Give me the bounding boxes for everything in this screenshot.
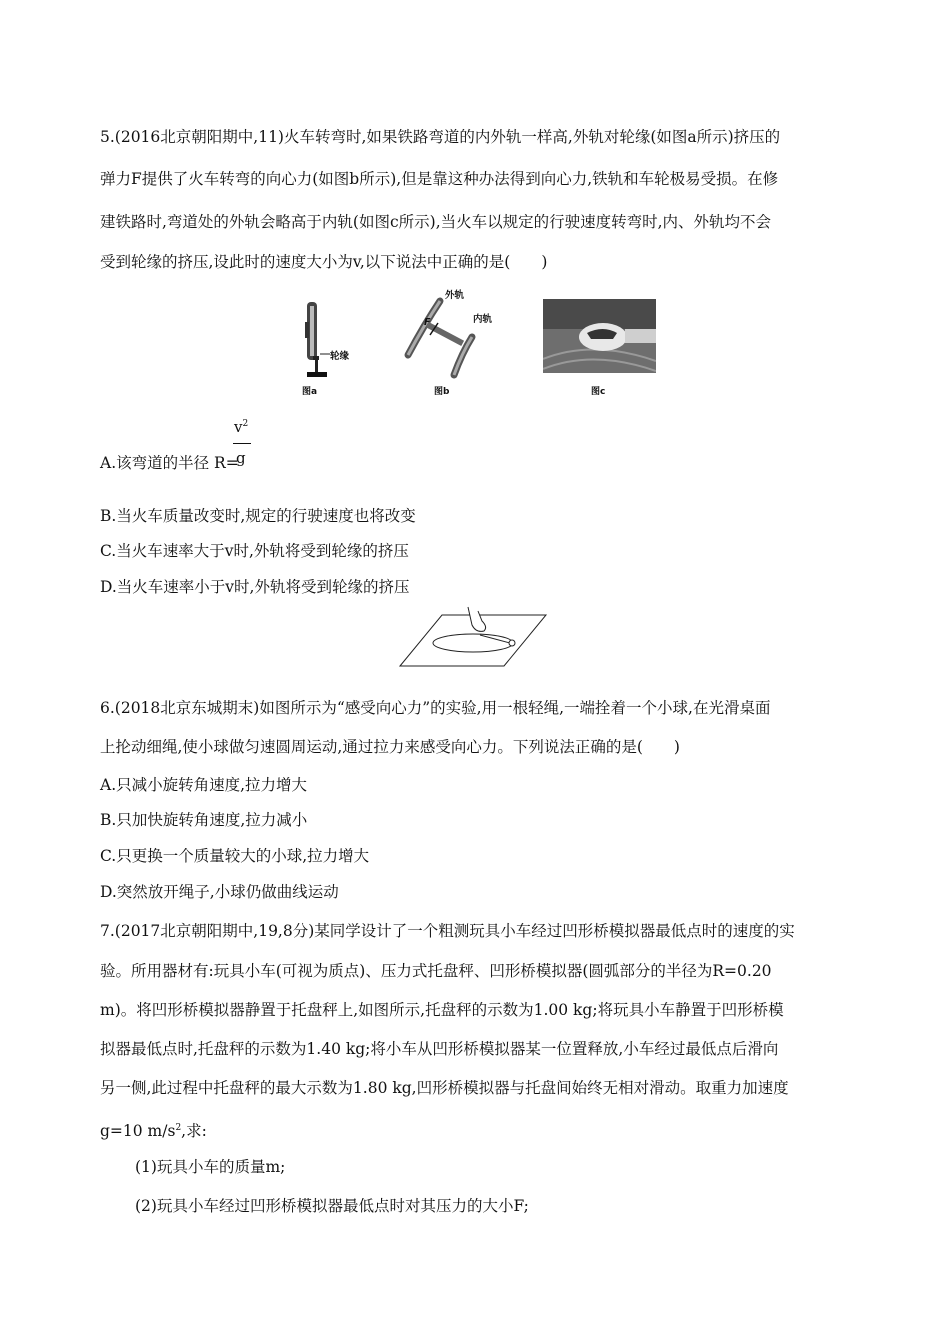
q5-option-b: B.当火车质量改变时,规定的行驶速度也将改变	[100, 507, 416, 525]
figure-b-inner-rail-label: 内轨	[473, 314, 493, 325]
q6-option-d: D.突然放开绳子,小球仍做曲线运动	[100, 883, 339, 901]
q7-sub-1: (1)玩具小车的质量m;	[135, 1158, 286, 1176]
q6-option-a: A.只减小旋转角速度,拉力增大	[100, 776, 308, 794]
figure-a-flange-label: 轮缘	[330, 351, 350, 362]
figure-b-force-label: F	[424, 317, 431, 328]
q7-gravity-line: g=10 $m/s^2$,求:	[100, 1122, 207, 1141]
figure-centripetal-experiment	[398, 603, 548, 669]
figure-b-caption: 图b	[434, 387, 450, 397]
q5-option-a: A.该弯道的半径 R=	[100, 454, 239, 472]
figure-a-caption: 图a	[302, 387, 318, 397]
q6-option-b: B.只加快旋转角速度,拉力减小	[100, 811, 308, 829]
q5-option-c: C.当火车速率大于v时,外轨将受到轮缘的挤压	[100, 542, 409, 560]
q5-line-3: 建铁路时,弯道处的外轨会略高于内轨(如图c所示),当火车以规定的行驶速度转弯时,内、外轨均不会	[100, 213, 772, 231]
q7-line-1: 7.(2017北京朝阳期中,19,8分)某同学设计了一个粗测玩具小车经过凹形桥模拟器最低点时的速度的实	[100, 922, 795, 940]
figure-a-wheel-rail	[290, 300, 360, 380]
q7-line-5: 另一侧,此过程中托盘秤的最大示数为1.80 kg,凹形桥模拟器与托盘间始终无相对滑动。取重力加速度	[100, 1079, 789, 1097]
q7-line-2: 验。所用器材有:玩具小车(可视为质点)、压力式托盘秤、凹形桥模拟器(圆弧部分的半径为R=0.20	[100, 962, 772, 980]
figure-c-train-photo	[543, 299, 656, 373]
figure-b-curved-track	[400, 295, 510, 385]
q5-line-1: 5.(2016北京朝阳期中,11)火车转弯时,如果铁路弯道的内外轨一样高,外轨对轮缘(如图a所示)挤压的	[100, 128, 781, 146]
q5-option-d: D.当火车速率小于v时,外轨将受到轮缘的挤压	[100, 578, 410, 596]
q6-option-c: C.只更换一个质量较大的小球,拉力增大	[100, 847, 370, 865]
q5-line-2: 弹力F提供了火车转弯的向心力(如图b所示),但是靠这种办法得到向心力,铁轨和车轮极易受损。在修	[100, 170, 779, 188]
formula-denominator: g	[236, 449, 246, 467]
q5-line-4: 受到轮缘的挤压,设此时的速度大小为v,以下说法中正确的是( )	[100, 253, 548, 271]
figure-b-outer-rail-label: 外轨	[445, 290, 465, 301]
fraction-bar	[233, 443, 251, 444]
q7-line-3: m)。将凹形桥模拟器静置于托盘秤上,如图所示,托盘秤的示数为1.00 kg;将玩具小车静置于凹形桥模	[100, 1001, 784, 1019]
q6-line-2: 上抡动细绳,使小球做匀速圆周运动,通过拉力来感受向心力。下列说法正确的是( )	[100, 738, 680, 756]
q7-line-4: 拟器最低点时,托盘秤的示数为1.40 kg;将小车从凹形桥模拟器某一位置释放,小车经过最低点后滑向	[100, 1040, 779, 1058]
q6-line-1: 6.(2018北京东城期末)如图所示为“感受向心力”的实验,用一根轻绳,一端拴着一个小球,在光滑桌面	[100, 699, 771, 717]
figure-c-caption: 图c	[591, 387, 606, 397]
formula-numerator: $v^2$	[234, 418, 249, 436]
q7-sub-2: (2)玩具小车经过凹形桥模拟器最低点时对其压力的大小F;	[135, 1197, 529, 1215]
